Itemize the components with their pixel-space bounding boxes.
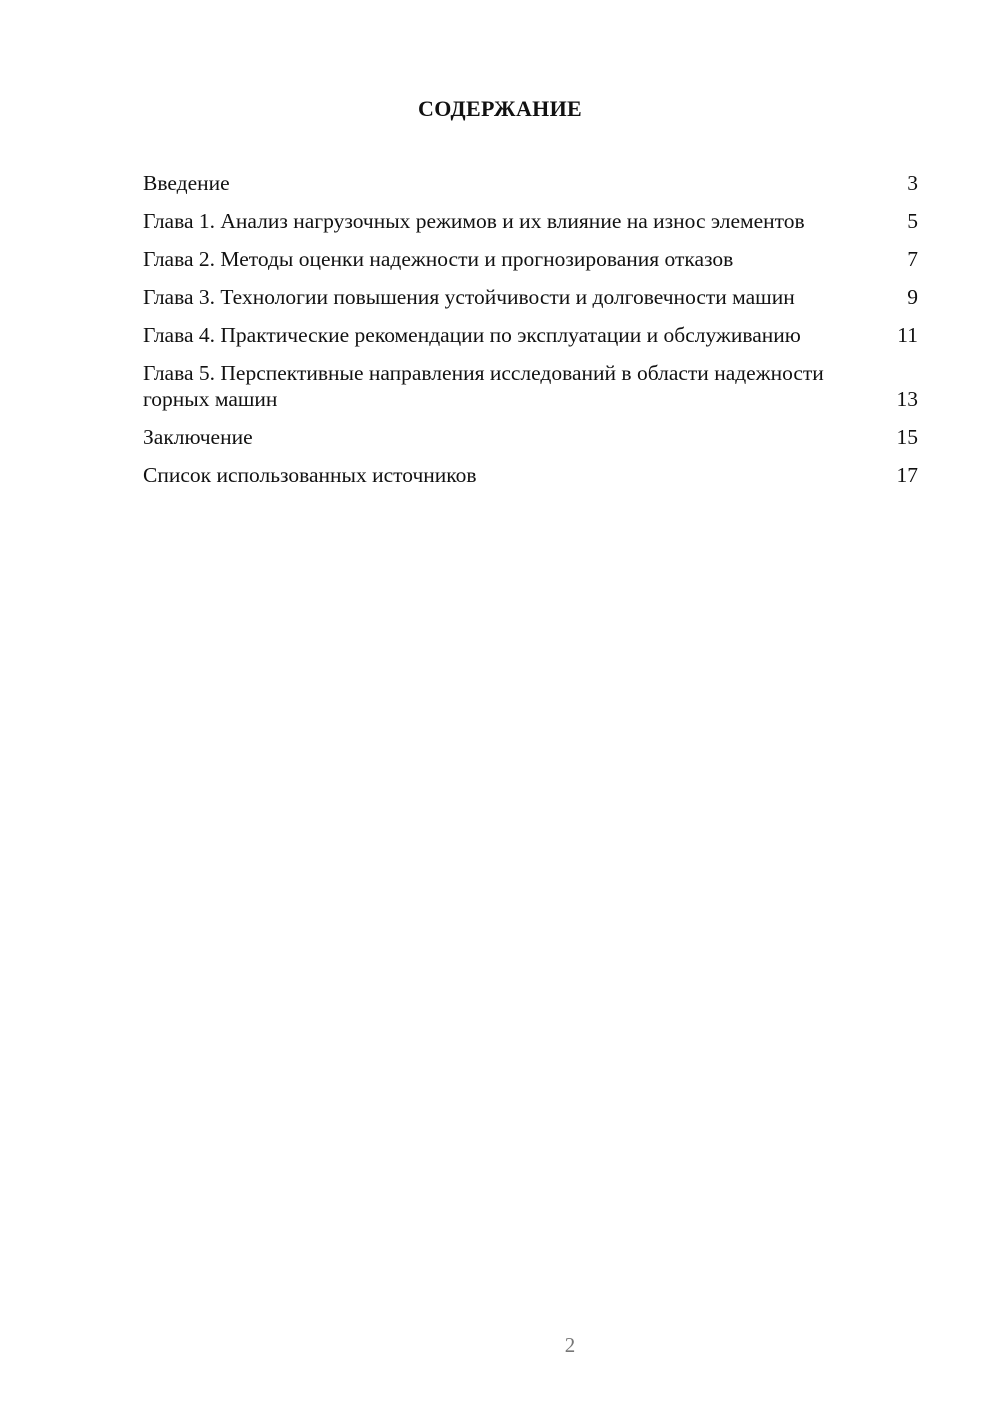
toc-entry xyxy=(143,360,918,412)
toc-entry-text: Глава 5. Перспективные направления исследований в области надежности горных машин xyxy=(143,361,824,411)
table-of-contents xyxy=(143,170,918,500)
toc-entry-text: Заключение xyxy=(143,425,253,449)
toc-entry-page: 9 xyxy=(907,285,918,309)
toc-entry xyxy=(143,322,918,348)
toc-entry-page: 7 xyxy=(907,247,918,271)
toc-entry xyxy=(143,170,918,196)
toc-entry-text: Глава 3. Технологии повышения устойчивости и долговечности машин xyxy=(143,285,795,309)
toc-entry-text: Глава 4. Практические рекомендации по эксплуатации и обслуживанию xyxy=(143,323,801,347)
toc-entry-text: Глава 2. Методы оценки надежности и прогнозирования отказов xyxy=(143,247,734,271)
toc-entry-page: 5 xyxy=(907,209,918,233)
toc-entry-page: 17 xyxy=(896,463,918,487)
toc-entry-page: 13 xyxy=(896,387,918,411)
toc-entry xyxy=(143,424,918,450)
toc-entry xyxy=(143,462,918,488)
toc-entry xyxy=(143,208,918,234)
toc-entry xyxy=(143,246,918,272)
page-title: СОДЕРЖАНИЕ xyxy=(418,96,582,121)
toc-entry-page: 15 xyxy=(896,425,918,449)
toc-entry-text: Глава 1. Анализ нагрузочных режимов и их влияние на износ элементов xyxy=(143,209,805,233)
page-number: 2 xyxy=(564,1333,576,1357)
toc-entry xyxy=(143,284,918,310)
toc-entry-page: 11 xyxy=(897,323,918,347)
toc-entry-text: Список использованных источников xyxy=(143,463,477,487)
toc-entry-text: Введение xyxy=(143,171,230,195)
toc-entry-page: 3 xyxy=(907,171,918,195)
